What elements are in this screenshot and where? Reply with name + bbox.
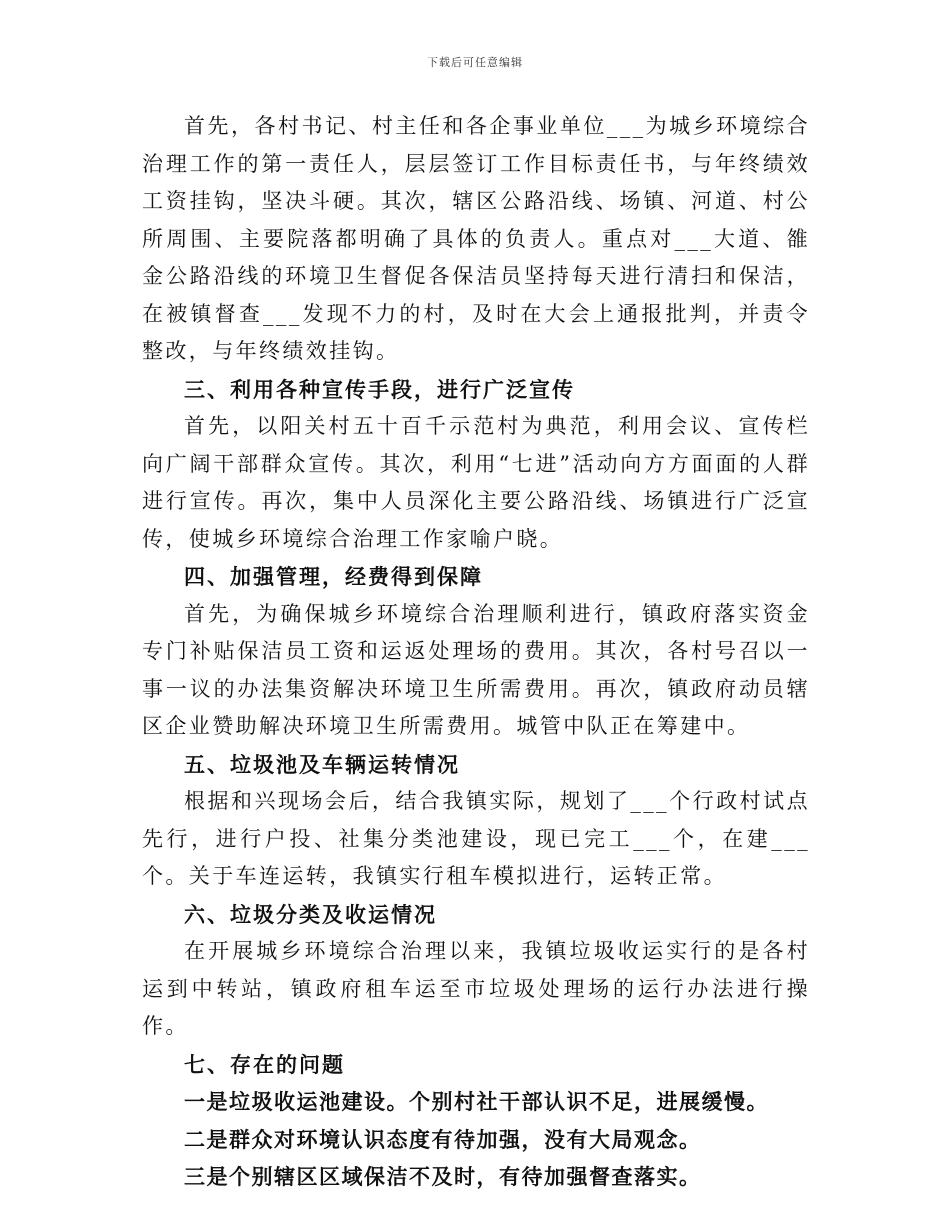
paragraph-funding: 首先，为确保城乡环境综合治理顺利进行，镇政府落实资金专门补贴保洁员工资和运返处理场的费用。其次，各村号召以一事一议的办法集资解决环境卫生所需费用。再次，镇政府动员辖区企业赞助解决环境卫生所需费用。城管中队正在筹建中。 [142, 601, 810, 738]
page-header: 下载后可任意编辑 [427, 56, 523, 69]
document-body [142, 108, 810, 1196]
problem-item-1: 一是垃圾收运池建设。个别村社干部认识不足，进展缓慢。 [184, 1089, 769, 1114]
section-heading-6: 六、垃圾分类及收运情况 [184, 901, 437, 927]
problem-item-3: 三是个别辖区区域保洁不及时，有待加强督查落实。 [184, 1164, 702, 1189]
section-heading-5: 五、垃圾池及车辆运转情况 [184, 751, 460, 777]
section-heading-3: 三、利用各种宣传手段，进行广泛宣传 [184, 376, 575, 402]
paragraph-sorting: 在开展城乡环境综合治理以来，我镇垃圾收运实行的是各村运到中转站，镇政府租车运至市垃圾处理场的运行办法进行操作。 [142, 939, 810, 1038]
paragraph-publicity: 首先，以阳关村五十百千示范村为典范，利用会议、宣传栏向广阔干部群众宣传。其次，利用“七进”活动向方方面面的人群进行宣传。再次，集中人员深化主要公路沿线、场镇进行广泛宣传，使城乡环境综合治理工作家喻户晓。 [142, 414, 810, 551]
problem-item-2: 二是群众对环境认识态度有待加强，没有大局观念。 [184, 1126, 702, 1152]
section-heading-7: 七、存在的问题 [184, 1051, 345, 1077]
paragraph-garbage-pools: 根据和兴现场会后，结合我镇实际，规划了___个行政村试点先行，进行户投、社集分类池建设，现已完工___个，在建___个。关于车连运转，我镇实行租车模拟进行，运转正常。 [142, 789, 810, 888]
paragraph-responsibility: 首先，各村书记、村主任和各企事业单位___为城乡环境综合治理工作的第一责任人，层层签订工作目标责任书，与年终绩效工资挂钩，坚决斗硬。其次，辖区公路沿线、场镇、河道、村公所周围、主要院落都明确了具体的负责人。重点对___大道、雒金公路沿线的环境卫生督促各保洁员坚持每天进行清扫和保洁，在被镇督查___发现不力的村，及时在大会上通报批判，并责令整改，与年终绩效挂钩。 [142, 114, 810, 363]
section-heading-4: 四、加强管理，经费得到保障 [184, 564, 483, 589]
